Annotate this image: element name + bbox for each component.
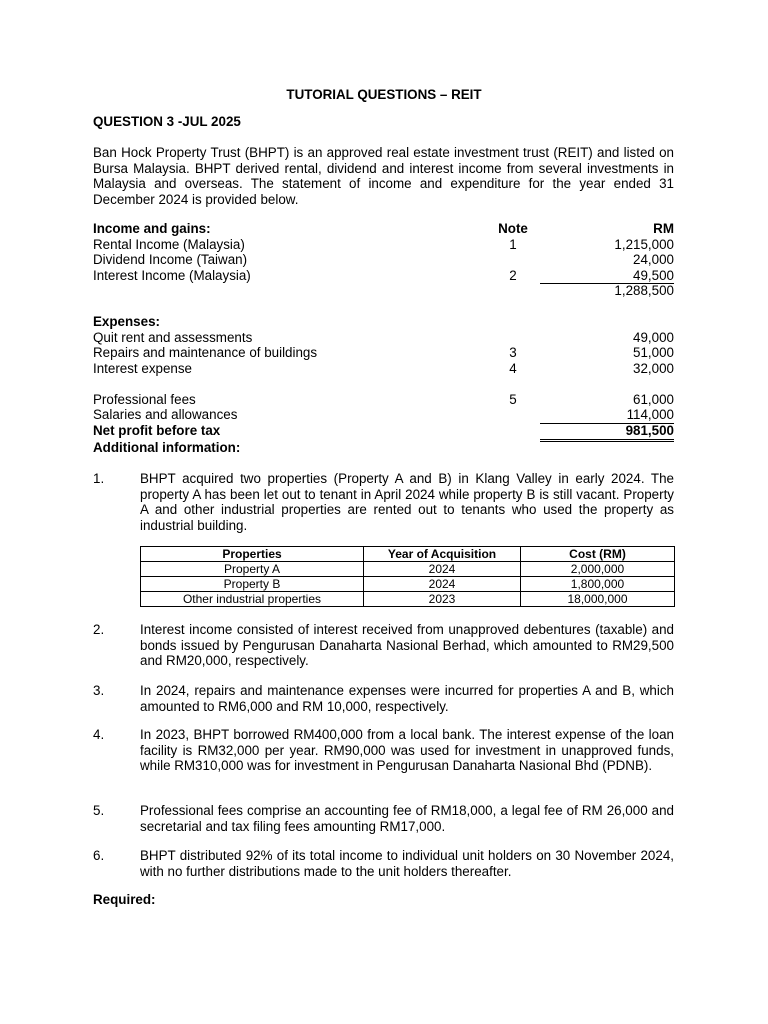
table-row: [141, 592, 675, 607]
item-number: 5.: [93, 803, 105, 818]
rm-heading: RM: [653, 221, 674, 236]
col-header: Properties: [141, 547, 364, 562]
table-header-row: [141, 547, 675, 562]
item-text: Interest income consisted of interest received from unapproved debentures (taxable) and bonds issued by Pengurusan Danaharta Nasional Berhad, which amounted to RM29,500 and RM20,000, respectively.: [140, 622, 674, 668]
row-label: Repairs and maintenance of buildings: [93, 345, 318, 360]
table-cell: 1,800,000: [521, 577, 675, 592]
statement-header-row: [93, 221, 674, 237]
table-row: [141, 562, 675, 577]
col-header: Year of Acquisition: [364, 547, 521, 562]
table-cell: Other industrial properties: [141, 592, 364, 607]
row-label: Interest Income (Malaysia): [93, 267, 251, 283]
income-total: 1,288,500: [614, 283, 674, 298]
additional-info-heading: Additional information:: [93, 440, 241, 455]
statement-row: [93, 330, 674, 346]
item-number: 4.: [93, 727, 105, 742]
income-heading: Income and gains:: [93, 221, 211, 236]
table-row: [141, 577, 675, 592]
row-amount: 49,000: [633, 329, 674, 345]
table-cell: 2,000,000: [521, 562, 675, 577]
item-text: BHPT acquired two properties (Property A and B) in Klang Valley in early 2024. The property A has been let out to tenant in April 2024 while property B is still vacant. Property A and other industrial properties are rented out to tenants who used the property as industrial building.: [140, 471, 674, 533]
question-heading: QUESTION 3 -JUL 2025: [93, 114, 241, 129]
item-number: 1.: [93, 471, 105, 486]
statement-row: [93, 392, 674, 408]
intro-paragraph: Ban Hock Property Trust (BHPT) is an approved real estate investment trust (REIT) and listed on Bursa Malaysia. BHPT derived rental, dividend and interest income from several investments in Malaysia and overseas. The statement of income and expenditure for the year ended 31 December 2024 is provided below.: [93, 145, 674, 207]
table-cell: 2023: [364, 592, 521, 607]
table-cell: Property B: [141, 577, 364, 592]
item-number: 2.: [93, 622, 105, 637]
item-number: 3.: [93, 683, 105, 698]
table-cell: 2024: [364, 577, 521, 592]
statement-row: [93, 407, 674, 423]
col-header: Cost (RM): [521, 547, 675, 562]
row-amount: 51,000: [633, 345, 674, 360]
item-text: In 2023, BHPT borrowed RM400,000 from a local bank. The interest expense of the loan facility is RM32,000 per year. RM90,000 was used for investment in unapproved funds, while RM310,000 was for investment in Pengurusan Danaharta Nasional Bhd (PDNB).: [140, 727, 674, 773]
row-note: 1: [509, 236, 517, 252]
row-amount: 49,500: [633, 267, 674, 283]
property-table: [140, 546, 675, 607]
statement-row: [93, 268, 674, 284]
table-cell: Property A: [141, 562, 364, 577]
row-label: Dividend Income (Taiwan): [93, 252, 248, 267]
expenses-heading: Expenses:: [93, 314, 160, 329]
row-label: Interest expense: [93, 360, 193, 376]
row-label: Professional fees: [93, 391, 196, 407]
row-amount: 1,215,000: [614, 236, 674, 252]
row-amount: 114,000: [626, 407, 674, 422]
double-underline-top: [540, 439, 674, 440]
double-underline-bottom: [540, 441, 674, 442]
income-total-row: [93, 283, 674, 299]
row-label: Quit rent and assessments: [93, 329, 253, 345]
page-title: TUTORIAL QUESTIONS – REIT: [286, 87, 482, 102]
row-amount: 32,000: [633, 360, 674, 376]
item-text: BHPT distributed 92% of its total income to individual unit holders on 30 November 2024, with no further distributions made to the unit holders thereafter.: [140, 848, 674, 879]
note-heading: Note: [498, 221, 528, 236]
table-cell: 18,000,000: [521, 592, 675, 607]
required-heading: Required:: [93, 892, 156, 907]
item-text: In 2024, repairs and maintenance expenses were incurred for properties A and B, which amounted to RM6,000 and RM 10,000, respectively.: [140, 683, 674, 714]
table-cell: 2024: [364, 562, 521, 577]
item-number: 6.: [93, 848, 105, 863]
item-text: Professional fees comprise an accounting fee of RM18,000, a legal fee of RM 26,000 and secretarial and tax filing fees amounting RM17,000.: [140, 803, 674, 834]
row-label: Rental Income (Malaysia): [93, 236, 245, 252]
row-note: 4: [509, 360, 517, 376]
net-profit-amount: 981,500: [625, 422, 674, 438]
statement-row: [93, 237, 674, 253]
row-note: 2: [509, 267, 517, 283]
statement-row: [93, 345, 674, 361]
row-note: 3: [509, 345, 517, 360]
expenses-heading-row: [93, 314, 674, 330]
statement-row: [93, 252, 674, 268]
net-profit-row: [93, 423, 674, 439]
row-note: 5: [509, 391, 517, 407]
statement-row: [93, 361, 674, 377]
row-amount: 24,000: [633, 252, 674, 267]
net-profit-label: Net profit before tax: [93, 422, 221, 438]
income-statement: [93, 221, 674, 438]
row-amount: 61,000: [633, 391, 674, 407]
row-label: Salaries and allowances: [93, 407, 238, 422]
